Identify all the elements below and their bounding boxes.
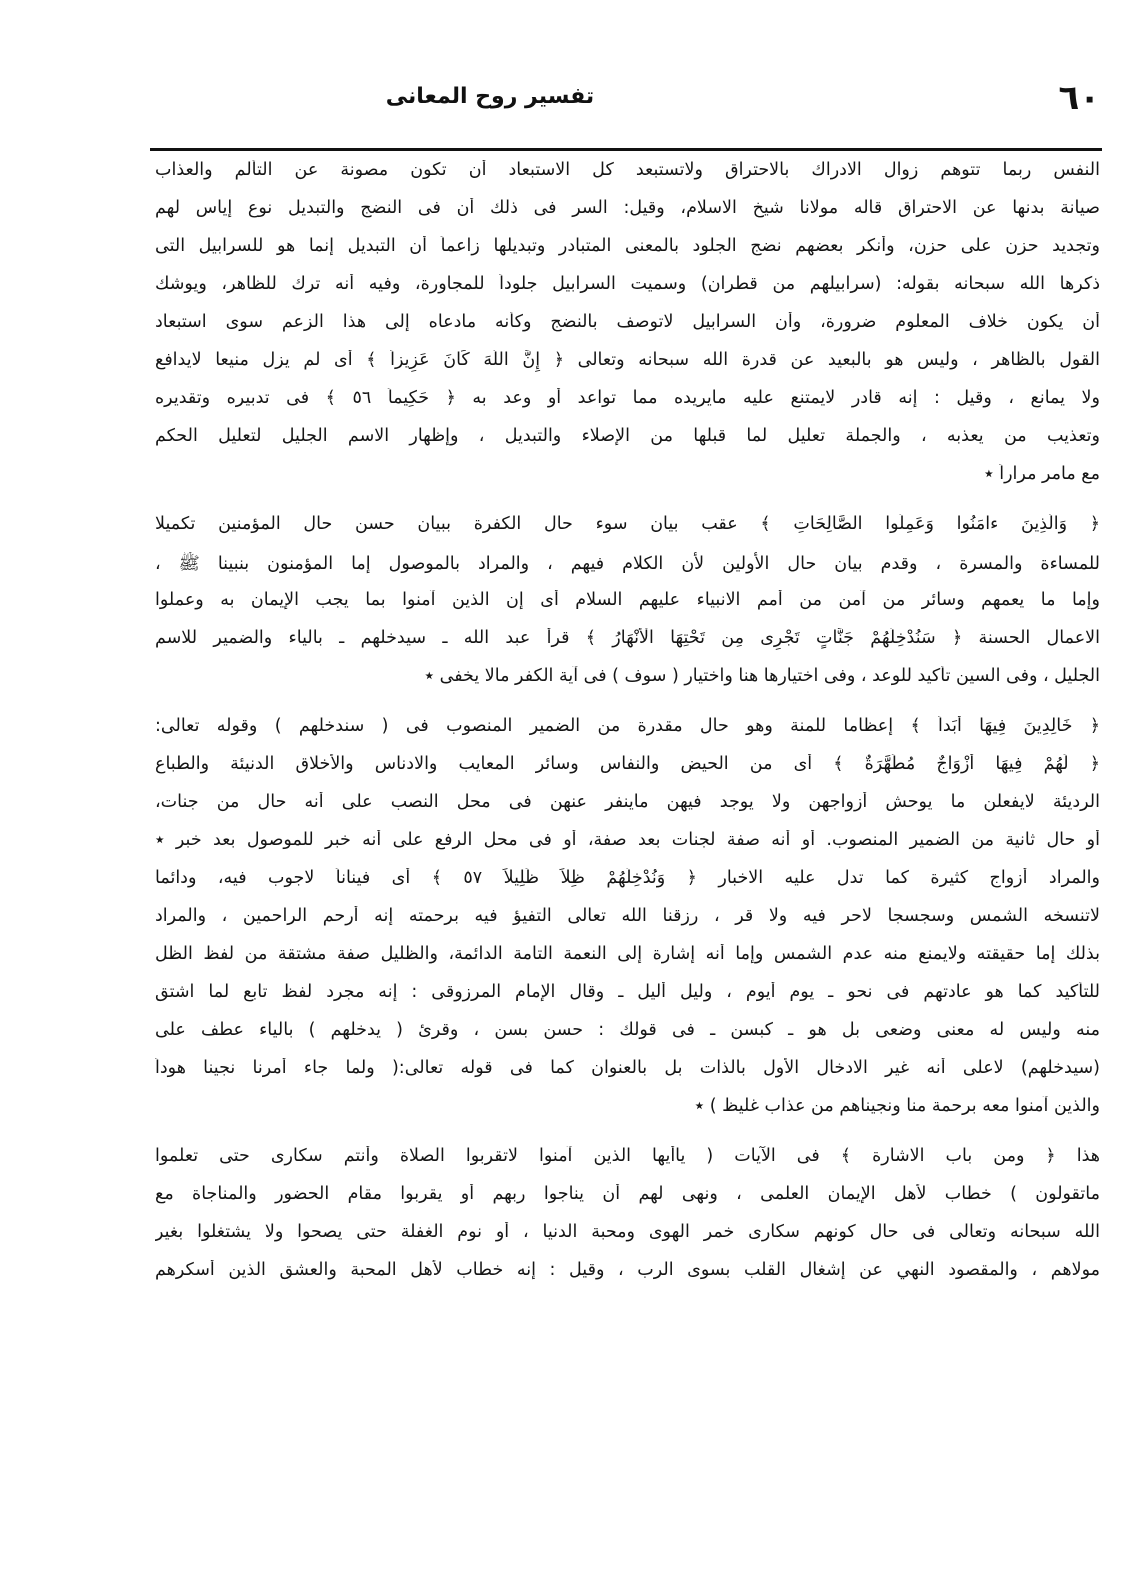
text-line: النفس ربما تتوهم زوال الادراك بالاحتراق ولاتستبعد كل الاستبعاد أن تكون مصونة عن التألم والعذاب bbox=[155, 160, 1100, 180]
text-line: أن يكون خلاف المعلوم ضرورة، وأن السرابيل لاتوصف بالنضج وكأنه مادعاه إلى هذا الزعم سوى استبعاد bbox=[155, 312, 1100, 332]
text-line: للمساءة والمسرة ، وقدم بيان حال الأولين لأن الكلام فيهم ، والمراد بالموصول إما المؤمنون بنبينا ﷺ ، bbox=[155, 554, 1100, 574]
text-line: ﴿ لَهُمْ فِيهَا أَزْوَاجٌ مُطَهَّرَةٌ ﴾ أى من الحيض والنفاس وسائر المعايب والادناس والأخلاق الدنيئة والطباع bbox=[155, 754, 1100, 774]
text-line: ماتقولون ) خطاب لأهل الإيمان العلمى ، ونهى لهم أن يناجوا ربهم أو يقربوا مقام الحضور والمناجاة مع bbox=[155, 1184, 1100, 1204]
text-line: وتجديد حزن على حزن، وأنكر بعضهم نضج الجلود بالمعنى المتبادر وتبديلها زاعماً أن التبديل إنما هو للسرابيل التى bbox=[155, 236, 1100, 256]
header-rule bbox=[150, 148, 1102, 151]
text-line: مع مامر مراراً ٭ bbox=[984, 464, 1100, 484]
text-line: وتعذيب من يعذبه ، والجملة تعليل لما قبلها من الإصلاء والتبديل ، وإظهار الاسم الجليل لتعليل الحكم bbox=[155, 426, 1100, 446]
text-line: الله سبحانه وتعالى فى حال كونهم سكارى خمر الهوى ومحبة الدنيا ، أو نوم الغفلة حتى يصحوا ولا يشتغلوا بغير bbox=[155, 1222, 1100, 1242]
text-line: (سيدخلهم) لاعلى أنه غير الادخال الأول بالذات بل بالعنوان كما فى قوله تعالى:( ولما جاء أمرنا نجينا هوداً bbox=[155, 1058, 1100, 1078]
running-title: تفسير روح المعانى bbox=[385, 84, 595, 109]
text-line: الجليل ، وفى السين تأكيد للوعد ، وفى اختيارها هنا واختيار ( سوف ) فى آية الكفر مالا يخفى ٭ bbox=[424, 666, 1100, 686]
text-line: القول بالظاهر ، وليس هو بالبعيد عن قدرة الله سبحانه وتعالى ﴿ إِنَّ اللَّهَ كَانَ عَزِيزاً ﴾ أى لم يزل منيعا لايدافع bbox=[155, 350, 1100, 370]
text-line: ﴿ وَالَّذِينَ ءامَنُوا وَعَمِلُوا الصَّالِحَاتِ ﴾ عقب بيان سوء حال الكفرة ببيان حسن حال المؤمنين تكميلا bbox=[155, 514, 1100, 534]
text-line: ولا يمانع ، وقيل : إنه قادر لايمتنع عليه مايريده مما تواعد أو وعد به ﴿ حَكِيماً ٥٦ ﴾ فى تدبيره وتقديره bbox=[155, 388, 1100, 408]
text-line: بذلك إما حقيقته ولايمنع منه عدم الشمس وإما أنه إشارة إلى النعمة التامة الدائمة، والظليل صفة مشتقة من لفظ الظل bbox=[155, 944, 1100, 964]
text-line: ذكرها الله سبحانه بقوله: (سرابيلهم من قطران) وسميت السرابيل جلوداً للمجاورة، وفيه أنه ترك للظاهر، ويوشك bbox=[155, 274, 1100, 294]
text-line: هذا ﴿ ومن باب الاشارة ﴾ فى الآيات ( ياأيها الذين آمنوا لاتقربوا الصلاة وأنتم سكارى حتى تعلموا bbox=[155, 1146, 1100, 1166]
text-line: مولاهم ، والمقصود النهي عن إشغال القلب بسوى الرب ، وقيل : إنه خطاب لأهل المحبة والعشق الذين أسكرهم bbox=[155, 1260, 1100, 1280]
text-line: والمراد أزواج كثيرة كما تدل عليه الاخبار ﴿ وَنُدْخِلُهُمْ ظِلاً ظَلِيلاً ٥٧ ﴾ أى فيناناً لاجوب فيه، ودائما bbox=[155, 868, 1100, 888]
text-line: ﴿ خَالِدِينَ فِيهَا أَبَداً ﴾ إعظاما للمنة وهو حال مقدرة من الضمير المنصوب فى ( سندخلهم ) وقوله تعالى: bbox=[155, 716, 1100, 736]
text-line: والذين آمنوا معه برحمة منا ونجيناهم من عذاب غليظ ) ٭ bbox=[694, 1096, 1100, 1116]
text-line: وإما ما يعمهم وسائر من آمن من أمم الانبياء عليهم السلام أى إن الذين آمنوا بما يجب الإيمان به وعملوا bbox=[155, 590, 1100, 610]
text-line: صيانة بدنها عن الاحتراق قاله مولانا شيخ الاسلام، وقيل: السر فى ذلك أن فى النضج والتبديل نوع إياس لهم bbox=[155, 198, 1100, 218]
text-line: لاتنسخه الشمس وسجسجا لاحر فيه ولا قر ، رزقنا الله تعالى التفيؤ فيه برحمته إنه أرحم الراحمين ، والمراد bbox=[155, 906, 1100, 926]
text-line: الاعمال الحسنة ﴿ سَنُدْخِلُهُمْ جَنَّاتٍ تَجْرِى مِن تَحْتِهَا الْأَنْهَارُ ﴾ قرأ عبد الله ـ سيدخلهم ـ بالياء والضمير للاسم bbox=[155, 628, 1100, 648]
text-line: الرديئة لايفعلن ما يوحش أزواجهن ولا يوجد فيهن ماينفر عنهن فى محل النصب على أنه حال من جنات، bbox=[155, 792, 1100, 812]
text-line: أو حال ثانية من الضمير المنصوب. أو أنه صفة لجنات بعد صفة، أو فى محل الرفع على أنه خبر للموصول بعد خبر ٭ bbox=[155, 830, 1100, 850]
text-line: للتأكيد كما هو عادتهم فى نحو ـ يوم أيوم ، وليل أليل ـ وقال الإمام المرزوقى : إنه مجرد لفظ تابع لما اشتق bbox=[155, 982, 1100, 1002]
text-line: منه وليس له معنى وضعى بل هو ـ كبسن ـ فى قولك : حسن بسن ، وقرئ ( يدخلهم ) بالياء عطف على bbox=[155, 1020, 1100, 1040]
body-text bbox=[155, 160, 1100, 1298]
page-number: ٦٠ bbox=[1058, 78, 1100, 118]
